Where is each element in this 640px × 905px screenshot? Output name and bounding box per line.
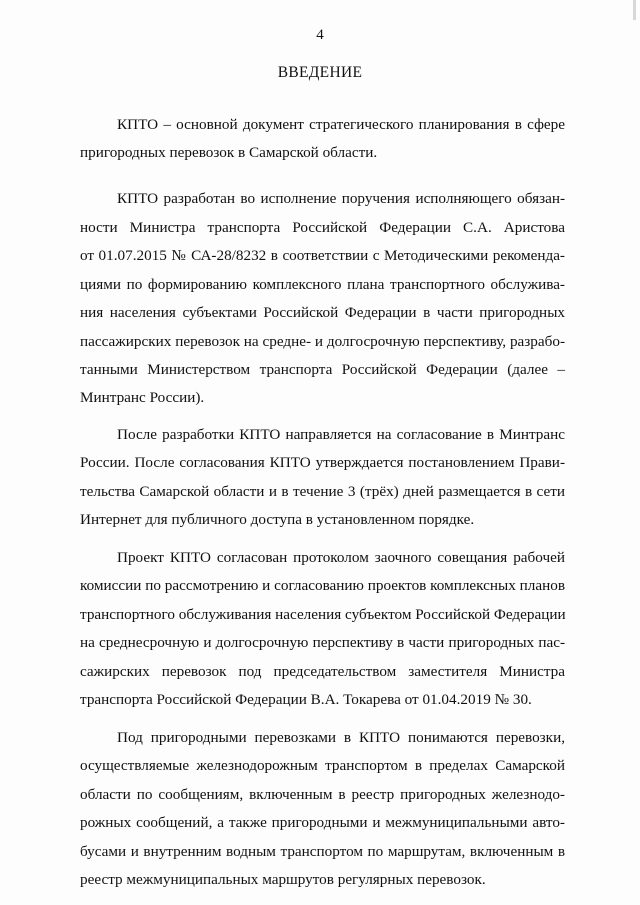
paragraph-5-line-1: Под пригородными перевозками в КПТО понимаются перевозки, xyxy=(117,729,565,746)
paragraph-2-line-2: ности Министра транспорта Российской Федерации С.А. Аристова xyxy=(80,219,565,236)
page-number: 4 xyxy=(316,27,324,43)
paragraph-2-line-7: танными Министерством транспорта Российской Федерации (далее – xyxy=(80,361,565,378)
paragraph-4-line-2: комиссии по рассмотрению и согласованию проектов комплексных планов xyxy=(80,577,565,594)
paragraph-3-line-3: тельства Самарской области и в течение 3 (трёх) дней размещается в сети xyxy=(80,483,565,500)
scan-artifact xyxy=(633,0,636,20)
paragraph-5-line-6: реестр межмуниципальных маршрутов регулярных перевозок. xyxy=(80,871,486,888)
paragraph-2-line-6: пассажирских перевозок на средне- и долгосрочную перспективу, разрабо- xyxy=(80,333,565,350)
paragraph-2-line-8: Минтранс России). xyxy=(80,389,205,406)
paragraph-2-line-4: циями по формированию комплексного плана транспортного обслужива- xyxy=(80,276,565,293)
paragraph-3-line-1: После разработки КПТО направляется на согласование в Минтранс xyxy=(117,426,565,443)
section-heading: ВВЕДЕНИЕ xyxy=(277,64,363,81)
paragraph-5-line-2: осуществляемые железнодорожным транспортом в пределах Самарской xyxy=(80,757,565,774)
paragraph-3-line-4: Интернет для публичного доступа в установленном порядке. xyxy=(80,511,475,528)
paragraph-5-line-3: области по сообщениям, включенным в реестр пригородных железнодо- xyxy=(80,786,565,803)
paragraph-2-line-1: КПТО разработан во исполнение поручения исполняющего обязан- xyxy=(117,190,565,207)
paragraph-5-line-4: рожных сообщений, а также пригородными и межмуниципальными авто- xyxy=(80,814,565,831)
paragraph-4-line-6: транспорта Российской Федерации В.А. Токарева от 01.04.2019 № 30. xyxy=(80,691,532,708)
paragraph-1-line-2: пригородных перевозок в Самарской области. xyxy=(80,144,378,161)
paragraph-4-line-4: на среднесрочную и долгосрочную перспективу в части пригородных пас- xyxy=(80,634,565,651)
paragraph-3-line-2: России. После согласования КПТО утверждается постановлением Прави- xyxy=(80,454,565,471)
paragraph-4-line-3: транспортного обслуживания населения субъектом Российской Федерации xyxy=(80,606,566,623)
paragraph-4-line-5: сажирских перевозок под председательством заместителя Министра xyxy=(80,663,565,680)
paragraph-4-line-1: Проект КПТО согласован протоколом заочного совещания рабочей xyxy=(117,549,565,566)
paragraph-2-line-3: от 01.07.2015 № СА-28/8232 в соответствии с Методическими рекоменда- xyxy=(80,247,565,264)
paragraph-5-line-5: бусами и внутренним водным транспортом по маршрутам, включенным в xyxy=(80,843,565,860)
paragraph-2-line-5: ния населения субъектами Российской Федерации в части пригородных xyxy=(80,304,565,321)
paragraph-1-line-1: КПТО – основной документ стратегического планирования в сфере xyxy=(117,116,565,133)
